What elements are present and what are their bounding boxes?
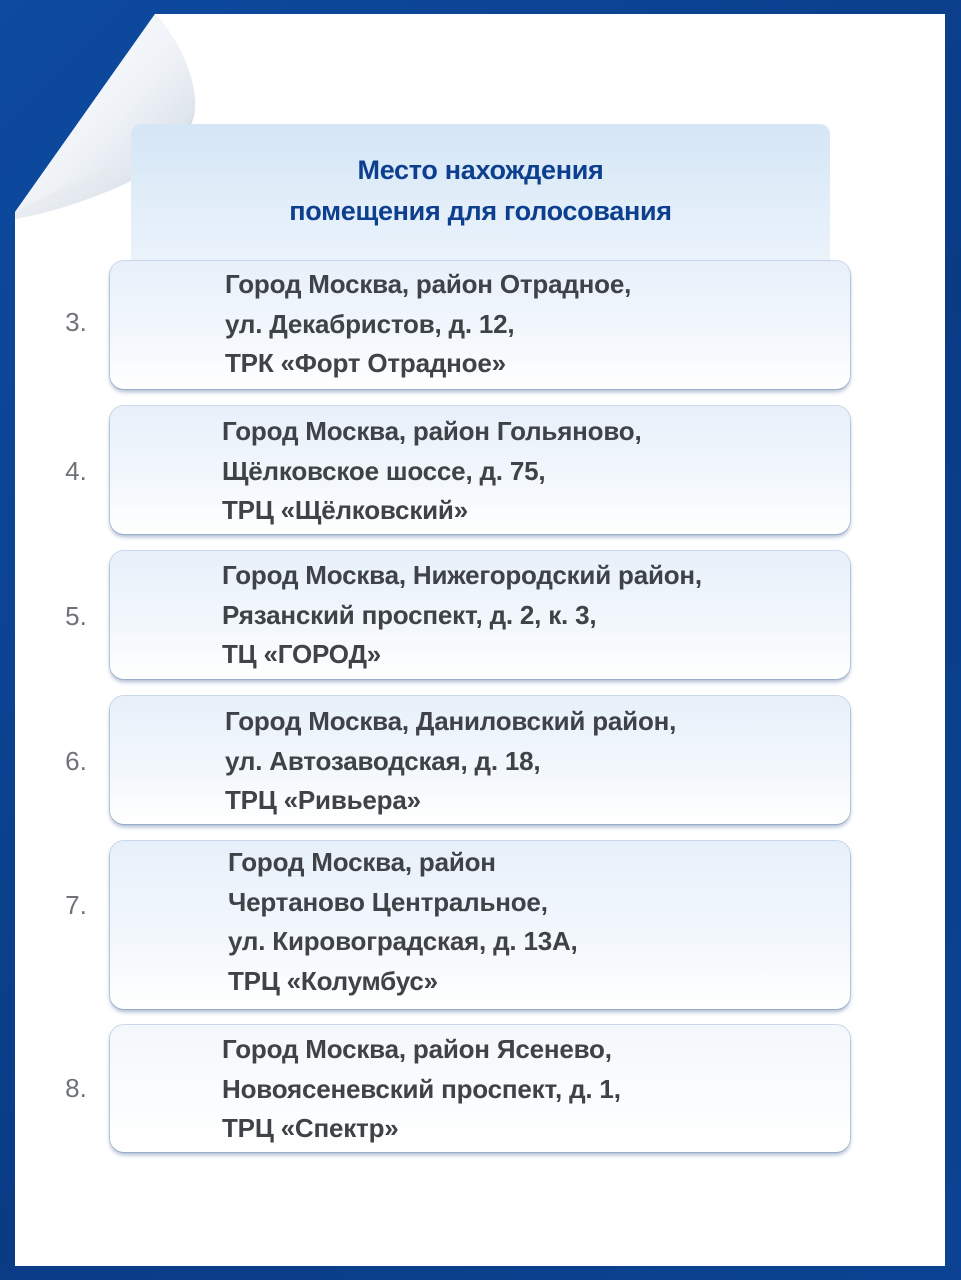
address-line: Город Москва, район Отрадное, [225,269,632,299]
list-item-address [228,843,578,1001]
address-line: ул. Кировоградская, д. 13А, [228,926,578,956]
list-item-number: 8. [65,1073,87,1103]
address-line: Щёлковское шоссе, д. 75, [222,455,546,486]
address-line: Рязанский проспект, д. 2, к. 3, [222,599,597,630]
list-item-address [225,265,631,384]
list-item-number: 4. [65,456,87,486]
address-line: ТРЦ «Ривьера» [225,785,421,815]
list-item-number: 3. [65,307,87,337]
title-line-2: помещения для голосования [289,196,672,226]
address-line: ул. Автозаводская, д. 18, [225,745,541,776]
list-item-number: 7. [65,890,87,920]
address-line: Город Москва, Нижегородский район, [222,560,702,590]
list-item-number: 6. [65,746,87,776]
address-line: Чертаново Центральное, [228,886,548,917]
address-line: ул. Декабристов, д. 12, [225,308,515,339]
list-item-address [225,702,676,821]
address-line: Новоясеневский проспект, д. 1, [222,1073,621,1104]
address-line: Город Москва, Даниловский район, [225,706,677,736]
list-item-number: 5. [65,601,87,631]
title-line-1: Место нахождения [357,155,604,185]
list-item-address [222,1030,621,1149]
address-line: Город Москва, район Гольяново, [222,416,642,446]
address-line: ТРЦ «Щёлковский» [222,495,468,525]
address-line: ТЦ «ГОРОД» [222,639,382,669]
list-item-address [222,556,702,675]
address-line: Город Москва, район [228,847,496,877]
address-line: ТРЦ «Спектр» [222,1113,399,1143]
address-line: ТРК «Форт Отрадное» [225,348,506,378]
list-item-address [222,412,642,531]
page-title [131,150,830,232]
address-line: Город Москва, район Ясенево, [222,1034,612,1064]
address-line: ТРЦ «Колумбус» [228,965,438,996]
